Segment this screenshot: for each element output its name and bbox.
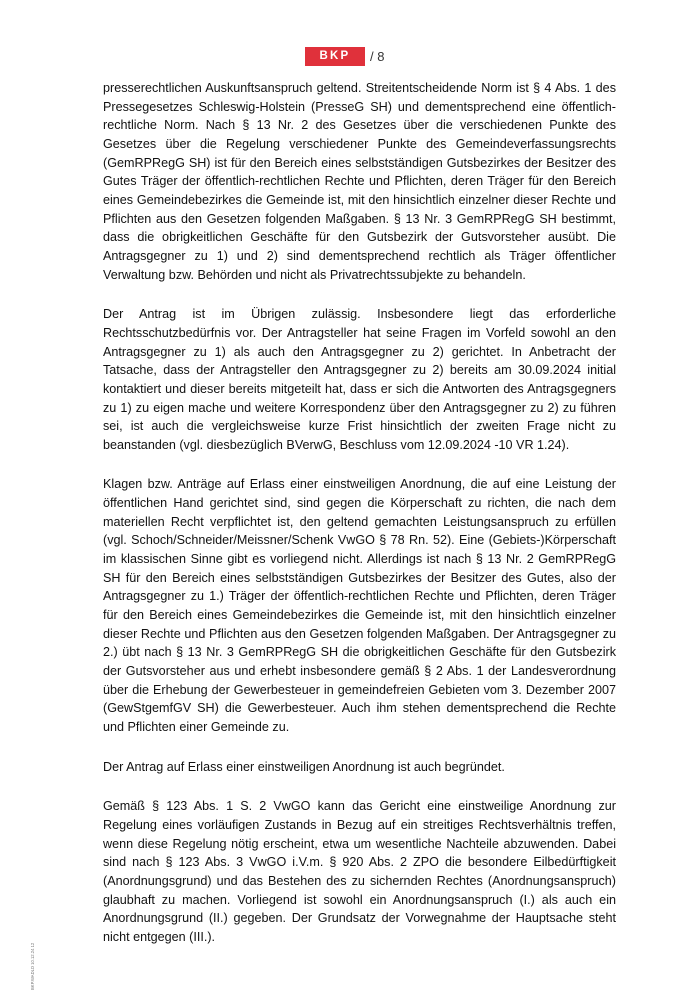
page-number: / 8: [370, 49, 385, 64]
page-header: [0, 47, 700, 67]
bkp-logo: BKP: [305, 47, 365, 66]
paragraph-zulaessigkeit: Der Antrag ist im Übrigen zulässig. Insbesondere liegt das erforderliche Rechtsschutzbedürfnis vor. Der Antragsteller hat seine Fragen im Vorfeld sowohl an den Antragsgegner zu 1) als auch den Antragsgegner zu 2) gerichtet. In Anbetracht der Tatsache, dass der Antragsteller den Antragsgegner zu 2) bereits am 30.09.2024 initial kontaktiert und dieser bereits mitgeteilt hat, dass er sich die Antworten des Antragsgegners zu 1) zu eigen mache und weitere Korrespondenz über den Antragsgegner zu 2) zu führen sei, ist auch die vergleichsweise kurze Frist hinsichtlich der zweiten Frage nicht zu beanstanden (vgl. diesbezüglich BVerwG, Beschluss vom 12.09.2024 -10 VR 1.24).: [103, 307, 616, 452]
paragraph-auskunftsanspruch: presserechtlichen Auskunftsanspruch geltend. Streitentscheidende Norm ist § 4 Abs. 1 des Pressegesetzes Schleswig-Holstein (PresseG SH) und dementsprechend eine öffentlich-rechtliche Norm. Nach § 13 Nr. 2 des Gesetzes über die verschiedenen Punkte des Gesetzes über die Regelung verschiedener Punkte des Gemeindeverfassungsrechts (GemRPRegG SH) ist für den Bereich eines selbstständigen Gutsbezirkes der Besitzer des Gutes Träger der öffentlich-rechtlichen Rechte und Pflichten, deren Träger für den Bereich eines Gemeindebezirkes die Gemeinde ist, mit den hinsichtlich einzelner dieser Rechte und Pflichten aus den Gesetzen folgenden Maßgaben. § 13 Nr. 3 GemRPRegG SH bestimmt, dass die obrigkeitlichen Geschäfte für den Gutsbezirk der Gutsvorsteher ausübt. Die Antragsgegner zu 1) und 2) sind dementsprechend rechtlich als Träger öffentlicher Verwaltung bzw. Behörden und nicht als Privatrechtssubjekte zu behandeln.: [103, 81, 616, 282]
side-footer: [27, 915, 39, 990]
paragraph-anordnung: Gemäß § 123 Abs. 1 S. 2 VwGO kann das Gericht eine einstweilige Anordnung zur Regelung eines vorläufigen Zustands in Bezug auf ein streitiges Rechtsverhältnis treffen, wenn diese Regelung nötig erscheint, etwa um wesentliche Nachteile abzuwenden. Dabei sind nach § 123 Abs. 3 VwGO i.V.m. § 920 Abs. 2 ZPO die besondere Eilbedürftigkeit (Anordnungsgrund) und das Bestehen des zu sichernden Rechtes (Anordnungsanspruch) glaubhaft zu machen. Vorliegend ist sowohl ein Anordnungsanspruch (I.) als auch ein Anordnungsgrund (II.) gegeben. Der Grundsatz der Vorwegnahme der Hauptsache steht nicht entgegen (III.).: [103, 799, 616, 944]
paragraph-passivlegitimation: Klagen bzw. Anträge auf Erlass einer einstweiligen Anordnung, die auf eine Leistung der öffentlichen Hand gerichtet sind, sind gegen die Körperschaft zu richten, die nach dem materiellen Recht verpflichtet ist, den geltend gemachten Leistungsanspruch zu erfüllen (vgl. Schoch/Schneider/Meissner/Schenk VwGO § 78 Rn. 52). Eine (Gebiets-)Körperschaft im klassischen Sinne gibt es vorliegend nicht. Allerdings ist nach § 13 Nr. 2 GemRPRegG SH für den Bereich eines selbstständigen Gutsbezirkes der Besitzer des Gutes, also der Antragsgegner zu 1.) Träger der öffentlich-rechtlichen Rechte und Pflichten, deren Träger für den Bereich eines Gemeindebezirkes die Gemeinde ist, mit den hinsichtlich einzelner dieser Rechte und Pflichten aus den Gesetzen folgenden Maßgaben. Der Antragsgegner zu 2.) übt nach § 13 Nr. 3 GemRPRegG SH die obrigkeitlichen Geschäfte für den Gutsbezirk der Gutsvorsteher aus und erhebt insbesondere gemäß § 2 Abs. 1 der Landesverordnung über die Erhebung der Gewerbesteuer in gemeindefreien Gebieten vom 3. Dezember 2007 (GewStgemfGV SH) die Gewerbesteuer. Auch ihm stehen dementsprechend die Rechte und Pflichten einer Gemeinde zu.: [103, 477, 616, 734]
document-code: BKP.WADLD 10.12.24 12: [30, 942, 35, 990]
document-body: [103, 79, 616, 968]
paragraph-begruendetheit: Der Antrag auf Erlass einer einstweiligen Anordnung ist auch begründet.: [103, 759, 505, 774]
